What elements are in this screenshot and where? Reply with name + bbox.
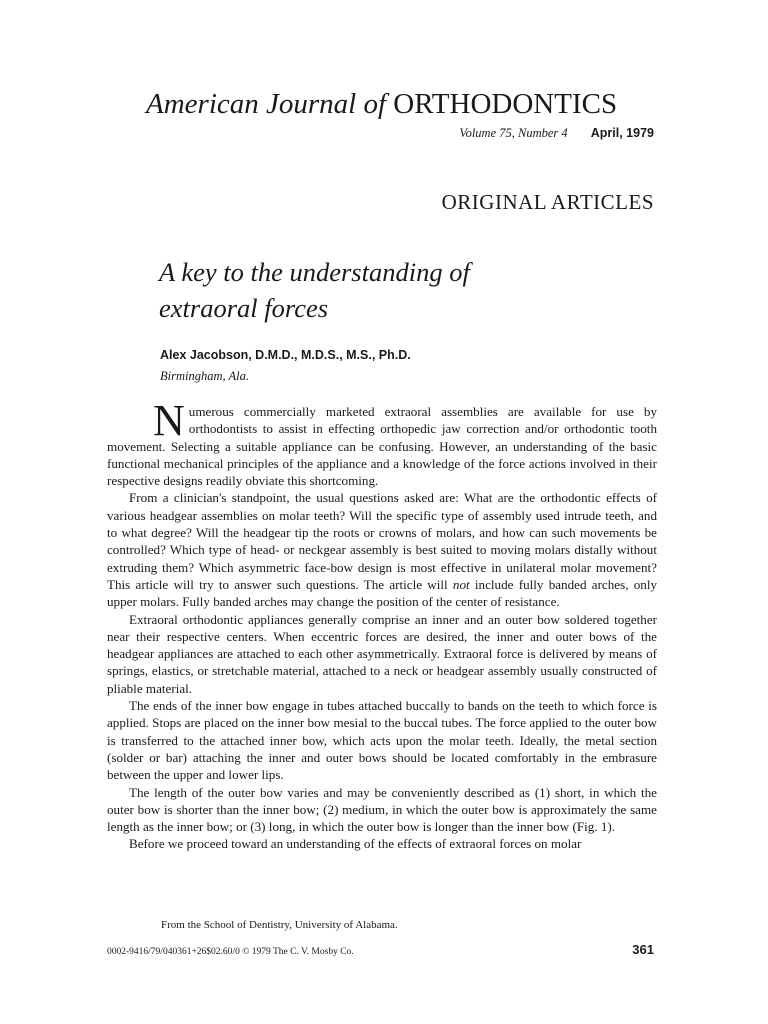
- paragraph-2-text-b: include fully banded arches, only upper molars. Fully banded arches may change the position of the center of resistance.: [107, 576, 658, 610]
- paragraph-5: The length of the outer bow varies and may be conveniently described as (1) short, in which the outer bow is shorter than the inner bow; (2) medium, in which the outer bow is approximately the same length as the inner bow; or (3) long, in which the outer bow is longer than the inner bow (Fig. 1).: [107, 784, 657, 835]
- author-name: Alex Jacobson, D.M.D., M.D.S., M.S., Ph.D.: [160, 348, 411, 362]
- page-number: 361: [632, 942, 654, 957]
- journal-title-name: ORTHODONTICS: [393, 88, 618, 120]
- paragraph-4: The ends of the inner bow engage in tubes attached buccally to bands on the teeth to which force is applied. Stops are placed on the inner bow mesial to the buccal tubes. The force applied to the outer bow is transferred to the attached inner bow, which acts upon the molar teeth. Ideally, the metal section (solder or bar) attaching the inner and outer bows should be located comfortably in the embrasure between the upper and lower lips.: [107, 698, 657, 783]
- author-affiliation: Birmingham, Ala.: [160, 369, 250, 383]
- issue-line: [459, 126, 654, 141]
- paragraph-6: Before we proceed toward an understanding of the effects of extraoral forces on molar: [129, 836, 582, 852]
- drop-cap: N: [153, 396, 185, 445]
- article-title-line-1: A key to the understanding of: [159, 257, 470, 287]
- paragraph-1-text: umerous commercially marketed extraoral assemblies are available for use by orthodontists to assist in effecting orthopedic jaw correction and/or orthodontic tooth movement. Selecting a suitable appliance can be confusing. However, an understanding of the basic functional mechanical principles of the appliance and a knowledge of the force actions involved in their respective designs readily obviate this shortcoming.: [107, 404, 657, 489]
- issue-date: April, 1979: [590, 126, 654, 140]
- paragraph-2: [107, 489, 657, 610]
- footnote: From the School of Dentistry, University of Alabama.: [161, 919, 398, 931]
- article-title: [159, 254, 639, 326]
- journal-title-prefix: American Journal of: [146, 88, 387, 120]
- paragraph-3: Extraoral orthodontic appliances generally comprise an inner and an outer bow soldered together near their respective centers. When eccentric forces are desired, the inner and outer bows of the headgear appliances are attached to each other asymmetrically. Extraoral force is delivered by means of springs, elastics, or stretchable material, attached to a neck or headgear assembly usually constructed of pliable material.: [107, 611, 657, 696]
- section-heading: ORIGINAL ARTICLES: [441, 190, 654, 214]
- paragraph-2-emphasis: not: [452, 576, 470, 592]
- volume-number: Volume 75, Number 4: [459, 126, 568, 140]
- paragraph-2-text-a: From a clinician's standpoint, the usual questions asked are: What are the orthodontic effects of various headgear assemblies on molar teeth? Will the specific type of assembly used intrude teeth, and to what degree? Will the headgear tip the roots or crowns of molars, and how can such movements be controlled? Which type of head- or neckgear assembly is best suited to moving molars distally without extruding them? Which asymmetric face-bow design is most effective in unilateral molar movement? This article will try to answer such questions. The article will: [107, 490, 657, 592]
- article-body: [107, 396, 658, 853]
- copyright-line: 0002-9416/79/040361+26$02.60/0 © 1979 The C. V. Mosby Co.: [107, 947, 354, 957]
- journal-title: [146, 84, 686, 124]
- paragraph-1: [107, 396, 657, 489]
- article-title-line-2: extraoral forces: [159, 293, 329, 323]
